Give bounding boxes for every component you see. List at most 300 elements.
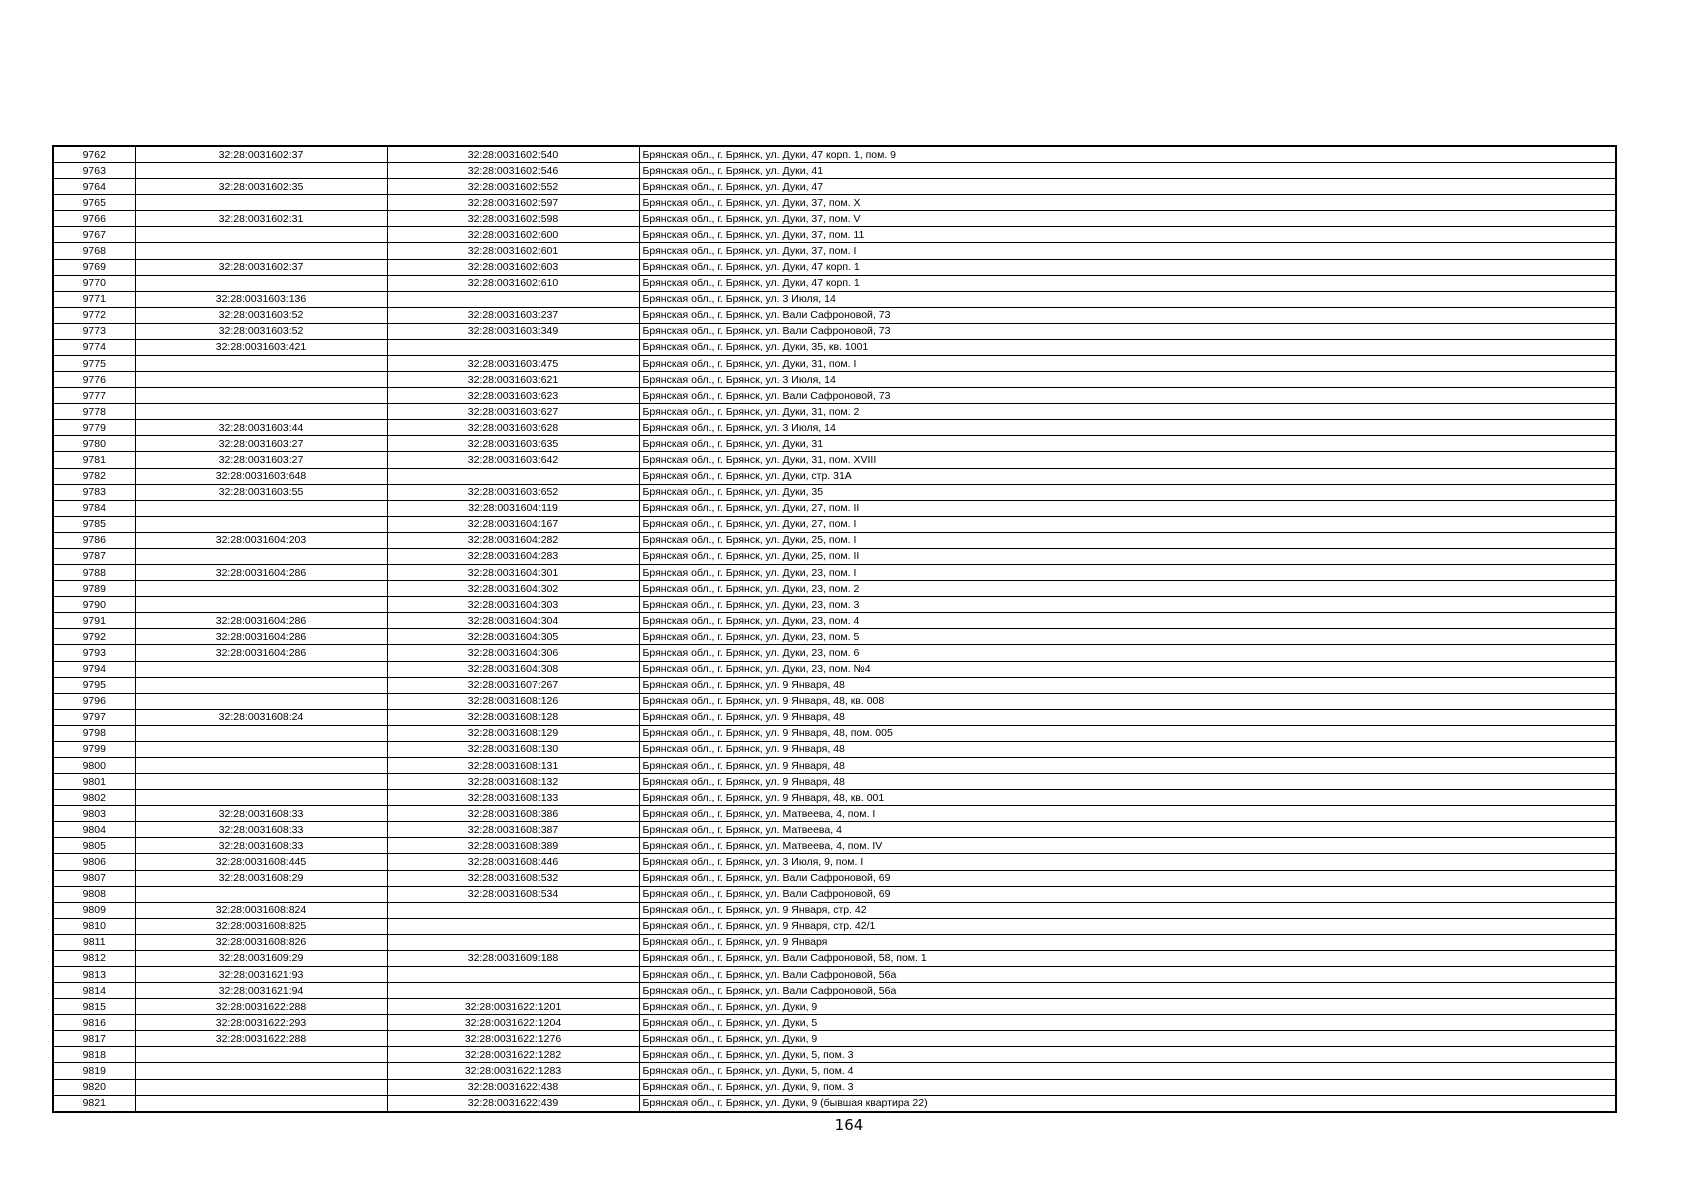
object-cadastral-number-cell: 32:28:0031603:349 [387, 323, 639, 339]
object-cadastral-number-cell: 32:28:0031603:621 [387, 372, 639, 388]
address-cell: Брянская обл., г. Брянск, ул. 9 Января, 48 [639, 709, 1616, 725]
row-number-cell: 9793 [53, 645, 135, 661]
address-cell: Брянская обл., г. Брянск, ул. Дуки, 31, пом. 2 [639, 404, 1616, 420]
object-cadastral-number-cell: 32:28:0031608:387 [387, 822, 639, 838]
address-cell: Брянская обл., г. Брянск, ул. Дуки, 23, пом. 2 [639, 581, 1616, 597]
land-plot-cadastral-number-cell: 32:28:0031603:52 [135, 307, 387, 323]
row-number-cell: 9776 [53, 372, 135, 388]
object-cadastral-number-cell: 32:28:0031604:303 [387, 597, 639, 613]
row-number-cell: 9765 [53, 195, 135, 211]
object-cadastral-number-cell: 32:28:0031603:627 [387, 404, 639, 420]
table-row [53, 339, 1616, 355]
row-number-cell: 9801 [53, 774, 135, 790]
table-row [53, 741, 1616, 757]
address-cell: Брянская обл., г. Брянск, ул. Матвеева, 4, пом. IV [639, 838, 1616, 854]
address-cell: Брянская обл., г. Брянск, ул. Дуки, 37, пом. V [639, 211, 1616, 227]
object-cadastral-number-cell: 32:28:0031602:598 [387, 211, 639, 227]
address-cell: Брянская обл., г. Брянск, ул. Дуки, 35, кв. 1001 [639, 339, 1616, 355]
object-cadastral-number-cell: 32:28:0031608:132 [387, 774, 639, 790]
land-plot-cadastral-number-cell [135, 790, 387, 806]
address-cell: Брянская обл., г. Брянск, ул. Дуки, 5, пом. 3 [639, 1047, 1616, 1063]
land-plot-cadastral-number-cell [135, 677, 387, 693]
address-cell: Брянская обл., г. Брянск, ул. Дуки, 5, пом. 4 [639, 1063, 1616, 1079]
land-plot-cadastral-number-cell: 32:28:0031622:288 [135, 1031, 387, 1047]
table-row [53, 934, 1616, 950]
land-plot-cadastral-number-cell [135, 774, 387, 790]
land-plot-cadastral-number-cell: 32:28:0031603:52 [135, 323, 387, 339]
address-cell: Брянская обл., г. Брянск, ул. Дуки, 47 [639, 179, 1616, 195]
address-cell: Брянская обл., г. Брянск, ул. Дуки, 9 (бывшая квартира 22) [639, 1095, 1616, 1112]
address-cell: Брянская обл., г. Брянск, ул. Дуки, 27, пом. II [639, 500, 1616, 516]
row-number-cell: 9762 [53, 146, 135, 163]
table-row [53, 500, 1616, 516]
object-cadastral-number-cell: 32:28:0031608:386 [387, 806, 639, 822]
object-cadastral-number-cell: 32:28:0031603:475 [387, 356, 639, 372]
object-cadastral-number-cell: 32:28:0031602:597 [387, 195, 639, 211]
register-table-body [53, 146, 1616, 1112]
row-number-cell: 9782 [53, 468, 135, 484]
object-cadastral-number-cell: 32:28:0031602:603 [387, 259, 639, 275]
address-cell: Брянская обл., г. Брянск, ул. Дуки, 23, пом. I [639, 565, 1616, 581]
table-row [53, 806, 1616, 822]
address-cell: Брянская обл., г. Брянск, ул. Вали Сафроновой, 73 [639, 388, 1616, 404]
land-plot-cadastral-number-cell: 32:28:0031621:94 [135, 983, 387, 999]
table-row [53, 613, 1616, 629]
row-number-cell: 9796 [53, 693, 135, 709]
address-cell: Брянская обл., г. Брянск, ул. Дуки, 23, пом. 4 [639, 613, 1616, 629]
land-plot-cadastral-number-cell: 32:28:0031608:33 [135, 806, 387, 822]
table-row [53, 999, 1616, 1015]
address-cell: Брянская обл., г. Брянск, ул. 9 Января, 48 [639, 741, 1616, 757]
table-row [53, 709, 1616, 725]
land-plot-cadastral-number-cell [135, 388, 387, 404]
table-row [53, 548, 1616, 564]
object-cadastral-number-cell: 32:28:0031608:532 [387, 870, 639, 886]
address-cell: Брянская обл., г. Брянск, ул. Вали Сафроновой, 69 [639, 870, 1616, 886]
row-number-cell: 9786 [53, 532, 135, 548]
row-number-cell: 9789 [53, 581, 135, 597]
land-plot-cadastral-number-cell: 32:28:0031608:824 [135, 902, 387, 918]
object-cadastral-number-cell: 32:28:0031602:540 [387, 146, 639, 163]
table-row [53, 790, 1616, 806]
address-cell: Брянская обл., г. Брянск, ул. Дуки, 31, пом. I [639, 356, 1616, 372]
object-cadastral-number-cell [387, 983, 639, 999]
object-cadastral-number-cell [387, 966, 639, 982]
row-number-cell: 9763 [53, 163, 135, 179]
object-cadastral-number-cell: 32:28:0031622:1283 [387, 1063, 639, 1079]
land-plot-cadastral-number-cell [135, 693, 387, 709]
object-cadastral-number-cell [387, 291, 639, 307]
table-row [53, 307, 1616, 323]
object-cadastral-number-cell: 32:28:0031604:304 [387, 613, 639, 629]
land-plot-cadastral-number-cell [135, 581, 387, 597]
land-plot-cadastral-number-cell [135, 741, 387, 757]
table-row [53, 774, 1616, 790]
table-row [53, 886, 1616, 902]
object-cadastral-number-cell [387, 902, 639, 918]
address-cell: Брянская обл., г. Брянск, ул. Дуки, 9, пом. 3 [639, 1079, 1616, 1095]
land-plot-cadastral-number-cell [135, 597, 387, 613]
row-number-cell: 9788 [53, 565, 135, 581]
land-plot-cadastral-number-cell [135, 356, 387, 372]
row-number-cell: 9814 [53, 983, 135, 999]
row-number-cell: 9819 [53, 1063, 135, 1079]
land-plot-cadastral-number-cell: 32:28:0031604:286 [135, 629, 387, 645]
row-number-cell: 9791 [53, 613, 135, 629]
object-cadastral-number-cell: 32:28:0031608:446 [387, 854, 639, 870]
address-cell: Брянская обл., г. Брянск, ул. 3 Июля, 9, пом. I [639, 854, 1616, 870]
row-number-cell: 9769 [53, 259, 135, 275]
table-row [53, 629, 1616, 645]
address-cell: Брянская обл., г. Брянск, ул. 9 Января, 48, кв. 008 [639, 693, 1616, 709]
row-number-cell: 9768 [53, 243, 135, 259]
address-cell: Брянская обл., г. Брянск, ул. 9 Января, стр. 42/1 [639, 918, 1616, 934]
object-cadastral-number-cell: 32:28:0031608:129 [387, 725, 639, 741]
object-cadastral-number-cell [387, 339, 639, 355]
land-plot-cadastral-number-cell [135, 1079, 387, 1095]
address-cell: Брянская обл., г. Брянск, ул. Дуки, 37, пом. 11 [639, 227, 1616, 243]
object-cadastral-number-cell: 32:28:0031604:301 [387, 565, 639, 581]
land-plot-cadastral-number-cell [135, 1063, 387, 1079]
table-row [53, 645, 1616, 661]
table-row [53, 323, 1616, 339]
object-cadastral-number-cell: 32:28:0031604:308 [387, 661, 639, 677]
row-number-cell: 9772 [53, 307, 135, 323]
row-number-cell: 9800 [53, 757, 135, 773]
land-plot-cadastral-number-cell: 32:28:0031604:286 [135, 613, 387, 629]
land-plot-cadastral-number-cell: 32:28:0031608:826 [135, 934, 387, 950]
table-row [53, 532, 1616, 548]
row-number-cell: 9803 [53, 806, 135, 822]
address-cell: Брянская обл., г. Брянск, ул. Дуки, 31, пом. XVIII [639, 452, 1616, 468]
table-row [53, 516, 1616, 532]
address-cell: Брянская обл., г. Брянск, ул. Дуки, 47 корп. 1 [639, 259, 1616, 275]
row-number-cell: 9811 [53, 934, 135, 950]
row-number-cell: 9815 [53, 999, 135, 1015]
land-plot-cadastral-number-cell: 32:28:0031608:29 [135, 870, 387, 886]
table-row [53, 1031, 1616, 1047]
address-cell: Брянская обл., г. Брянск, ул. 9 Января [639, 934, 1616, 950]
row-number-cell: 9798 [53, 725, 135, 741]
object-cadastral-number-cell: 32:28:0031602:601 [387, 243, 639, 259]
table-row [53, 757, 1616, 773]
row-number-cell: 9764 [53, 179, 135, 195]
row-number-cell: 9783 [53, 484, 135, 500]
table-row [53, 259, 1616, 275]
address-cell: Брянская обл., г. Брянск, ул. Дуки, 9 [639, 1031, 1616, 1047]
land-plot-cadastral-number-cell: 32:28:0031602:35 [135, 179, 387, 195]
object-cadastral-number-cell: 32:28:0031604:167 [387, 516, 639, 532]
row-number-cell: 9780 [53, 436, 135, 452]
table-row [53, 725, 1616, 741]
table-row [53, 581, 1616, 597]
address-cell: Брянская обл., г. Брянск, ул. 3 Июля, 14 [639, 291, 1616, 307]
table-row [53, 1095, 1616, 1112]
land-plot-cadastral-number-cell: 32:28:0031604:203 [135, 532, 387, 548]
land-plot-cadastral-number-cell [135, 725, 387, 741]
land-plot-cadastral-number-cell [135, 500, 387, 516]
land-plot-cadastral-number-cell: 32:28:0031603:44 [135, 420, 387, 436]
address-cell: Брянская обл., г. Брянск, ул. Дуки, 41 [639, 163, 1616, 179]
address-cell: Брянская обл., г. Брянск, ул. Вали Сафроновой, 73 [639, 307, 1616, 323]
object-cadastral-number-cell: 32:28:0031602:546 [387, 163, 639, 179]
table-row [53, 1079, 1616, 1095]
table-row [53, 484, 1616, 500]
object-cadastral-number-cell: 32:28:0031608:534 [387, 886, 639, 902]
address-cell: Брянская обл., г. Брянск, ул. Вали Сафроновой, 56а [639, 983, 1616, 999]
row-number-cell: 9794 [53, 661, 135, 677]
table-row [53, 950, 1616, 966]
land-plot-cadastral-number-cell [135, 1047, 387, 1063]
land-plot-cadastral-number-cell: 32:28:0031608:24 [135, 709, 387, 725]
row-number-cell: 9808 [53, 886, 135, 902]
row-number-cell: 9797 [53, 709, 135, 725]
table-row [53, 436, 1616, 452]
land-plot-cadastral-number-cell [135, 516, 387, 532]
address-cell: Брянская обл., г. Брянск, ул. Дуки, 31 [639, 436, 1616, 452]
row-number-cell: 9775 [53, 356, 135, 372]
table-row [53, 420, 1616, 436]
object-cadastral-number-cell: 32:28:0031608:389 [387, 838, 639, 854]
object-cadastral-number-cell: 32:28:0031603:635 [387, 436, 639, 452]
address-cell: Брянская обл., г. Брянск, ул. Дуки, 47 корп. 1, пом. 9 [639, 146, 1616, 163]
object-cadastral-number-cell: 32:28:0031602:610 [387, 275, 639, 291]
row-number-cell: 9784 [53, 500, 135, 516]
table-row [53, 468, 1616, 484]
land-plot-cadastral-number-cell: 32:28:0031608:33 [135, 822, 387, 838]
object-cadastral-number-cell: 32:28:0031603:237 [387, 307, 639, 323]
land-plot-cadastral-number-cell: 32:28:0031604:286 [135, 645, 387, 661]
object-cadastral-number-cell: 32:28:0031603:623 [387, 388, 639, 404]
row-number-cell: 9766 [53, 211, 135, 227]
table-row [53, 677, 1616, 693]
table-row [53, 163, 1616, 179]
object-cadastral-number-cell [387, 918, 639, 934]
address-cell: Брянская обл., г. Брянск, ул. Вали Сафроновой, 69 [639, 886, 1616, 902]
row-number-cell: 9805 [53, 838, 135, 854]
row-number-cell: 9818 [53, 1047, 135, 1063]
row-number-cell: 9795 [53, 677, 135, 693]
row-number-cell: 9773 [53, 323, 135, 339]
table-row [53, 211, 1616, 227]
address-cell: Брянская обл., г. Брянск, ул. Дуки, 23, пом. 6 [639, 645, 1616, 661]
register-table [52, 145, 1617, 1113]
land-plot-cadastral-number-cell: 32:28:0031622:288 [135, 999, 387, 1015]
land-plot-cadastral-number-cell: 32:28:0031609:29 [135, 950, 387, 966]
table-row [53, 179, 1616, 195]
table-row [53, 388, 1616, 404]
table-row [53, 1063, 1616, 1079]
address-cell: Брянская обл., г. Брянск, ул. Дуки, 23, пом. 5 [639, 629, 1616, 645]
object-cadastral-number-cell: 32:28:0031608:126 [387, 693, 639, 709]
land-plot-cadastral-number-cell [135, 661, 387, 677]
land-plot-cadastral-number-cell: 32:28:0031621:93 [135, 966, 387, 982]
table-row [53, 195, 1616, 211]
land-plot-cadastral-number-cell: 32:28:0031622:293 [135, 1015, 387, 1031]
land-plot-cadastral-number-cell: 32:28:0031603:27 [135, 436, 387, 452]
land-plot-cadastral-number-cell [135, 275, 387, 291]
object-cadastral-number-cell: 32:28:0031622:1201 [387, 999, 639, 1015]
address-cell: Брянская обл., г. Брянск, ул. 9 Января, 48, пом. 005 [639, 725, 1616, 741]
table-row [53, 822, 1616, 838]
land-plot-cadastral-number-cell: 32:28:0031608:33 [135, 838, 387, 854]
row-number-cell: 9787 [53, 548, 135, 564]
row-number-cell: 9812 [53, 950, 135, 966]
address-cell: Брянская обл., г. Брянск, ул. Матвеева, 4 [639, 822, 1616, 838]
row-number-cell: 9804 [53, 822, 135, 838]
land-plot-cadastral-number-cell: 32:28:0031608:445 [135, 854, 387, 870]
address-cell: Брянская обл., г. Брянск, ул. Дуки, 35 [639, 484, 1616, 500]
land-plot-cadastral-number-cell [135, 404, 387, 420]
address-cell: Брянская обл., г. Брянск, ул. Дуки, 25, пом. I [639, 532, 1616, 548]
address-cell: Брянская обл., г. Брянск, ул. Дуки, 23, пом. №4 [639, 661, 1616, 677]
table-row [53, 661, 1616, 677]
row-number-cell: 9777 [53, 388, 135, 404]
row-number-cell: 9821 [53, 1095, 135, 1112]
land-plot-cadastral-number-cell: 32:28:0031603:136 [135, 291, 387, 307]
address-cell: Брянская обл., г. Брянск, ул. 9 Января, 48 [639, 677, 1616, 693]
row-number-cell: 9809 [53, 902, 135, 918]
table-row [53, 854, 1616, 870]
table-row [53, 597, 1616, 613]
object-cadastral-number-cell [387, 468, 639, 484]
address-cell: Брянская обл., г. Брянск, ул. 3 Июля, 14 [639, 420, 1616, 436]
object-cadastral-number-cell: 32:28:0031622:1276 [387, 1031, 639, 1047]
row-number-cell: 9779 [53, 420, 135, 436]
land-plot-cadastral-number-cell [135, 757, 387, 773]
table-row [53, 372, 1616, 388]
address-cell: Брянская обл., г. Брянск, ул. Вали Сафроновой, 58, пом. 1 [639, 950, 1616, 966]
land-plot-cadastral-number-cell: 32:28:0031608:825 [135, 918, 387, 934]
object-cadastral-number-cell: 32:28:0031609:188 [387, 950, 639, 966]
row-number-cell: 9816 [53, 1015, 135, 1031]
row-number-cell: 9792 [53, 629, 135, 645]
table-row [53, 1047, 1616, 1063]
table-row [53, 291, 1616, 307]
object-cadastral-number-cell [387, 934, 639, 950]
table-row [53, 693, 1616, 709]
object-cadastral-number-cell: 32:28:0031608:130 [387, 741, 639, 757]
land-plot-cadastral-number-cell: 32:28:0031602:31 [135, 211, 387, 227]
land-plot-cadastral-number-cell [135, 227, 387, 243]
table-row [53, 966, 1616, 982]
object-cadastral-number-cell: 32:28:0031603:652 [387, 484, 639, 500]
row-number-cell: 9770 [53, 275, 135, 291]
land-plot-cadastral-number-cell [135, 163, 387, 179]
land-plot-cadastral-number-cell: 32:28:0031603:27 [135, 452, 387, 468]
row-number-cell: 9781 [53, 452, 135, 468]
row-number-cell: 9817 [53, 1031, 135, 1047]
address-cell: Брянская обл., г. Брянск, ул. Дуки, 25, пом. II [639, 548, 1616, 564]
row-number-cell: 9810 [53, 918, 135, 934]
row-number-cell: 9767 [53, 227, 135, 243]
object-cadastral-number-cell: 32:28:0031602:552 [387, 179, 639, 195]
object-cadastral-number-cell: 32:28:0031622:438 [387, 1079, 639, 1095]
row-number-cell: 9771 [53, 291, 135, 307]
page-number: 164 [834, 1116, 864, 1134]
address-cell: Брянская обл., г. Брянск, ул. 9 Января, 48, кв. 001 [639, 790, 1616, 806]
address-cell: Брянская обл., г. Брянск, ул. Дуки, 37, пом. I [639, 243, 1616, 259]
address-cell: Брянская обл., г. Брянск, ул. Дуки, 23, пом. 3 [639, 597, 1616, 613]
table-row [53, 902, 1616, 918]
land-plot-cadastral-number-cell: 32:28:0031603:421 [135, 339, 387, 355]
table-row [53, 356, 1616, 372]
address-cell: Брянская обл., г. Брянск, ул. Дуки, 27, пом. I [639, 516, 1616, 532]
row-number-cell: 9790 [53, 597, 135, 613]
table-row [53, 1015, 1616, 1031]
address-cell: Брянская обл., г. Брянск, ул. 9 Января, стр. 42 [639, 902, 1616, 918]
address-cell: Брянская обл., г. Брянск, ул. Вали Сафроновой, 73 [639, 323, 1616, 339]
land-plot-cadastral-number-cell: 32:28:0031603:55 [135, 484, 387, 500]
object-cadastral-number-cell: 32:28:0031604:283 [387, 548, 639, 564]
table-row [53, 404, 1616, 420]
address-cell: Брянская обл., г. Брянск, ул. 3 Июля, 14 [639, 372, 1616, 388]
row-number-cell: 9774 [53, 339, 135, 355]
land-plot-cadastral-number-cell [135, 372, 387, 388]
table-row [53, 565, 1616, 581]
land-plot-cadastral-number-cell: 32:28:0031602:37 [135, 259, 387, 275]
row-number-cell: 9807 [53, 870, 135, 886]
object-cadastral-number-cell: 32:28:0031604:305 [387, 629, 639, 645]
table-row [53, 918, 1616, 934]
row-number-cell: 9799 [53, 741, 135, 757]
address-cell: Брянская обл., г. Брянск, ул. Дуки, 47 корп. 1 [639, 275, 1616, 291]
land-plot-cadastral-number-cell: 32:28:0031604:286 [135, 565, 387, 581]
table-row [53, 227, 1616, 243]
row-number-cell: 9806 [53, 854, 135, 870]
address-cell: Брянская обл., г. Брянск, ул. Дуки, 37, пом. X [639, 195, 1616, 211]
address-cell: Брянская обл., г. Брянск, ул. Дуки, 5 [639, 1015, 1616, 1031]
table-row [53, 243, 1616, 259]
table-row [53, 452, 1616, 468]
row-number-cell: 9802 [53, 790, 135, 806]
land-plot-cadastral-number-cell: 32:28:0031602:37 [135, 146, 387, 163]
object-cadastral-number-cell: 32:28:0031604:119 [387, 500, 639, 516]
land-plot-cadastral-number-cell: 32:28:0031603:648 [135, 468, 387, 484]
land-plot-cadastral-number-cell [135, 243, 387, 259]
object-cadastral-number-cell: 32:28:0031608:128 [387, 709, 639, 725]
object-cadastral-number-cell: 32:28:0031603:642 [387, 452, 639, 468]
address-cell: Брянская обл., г. Брянск, ул. 9 Января, 48 [639, 774, 1616, 790]
row-number-cell: 9820 [53, 1079, 135, 1095]
table-row [53, 146, 1616, 163]
object-cadastral-number-cell: 32:28:0031622:1204 [387, 1015, 639, 1031]
object-cadastral-number-cell: 32:28:0031608:131 [387, 757, 639, 773]
object-cadastral-number-cell: 32:28:0031608:133 [387, 790, 639, 806]
table-row [53, 838, 1616, 854]
address-cell: Брянская обл., г. Брянск, ул. Матвеева, 4, пом. I [639, 806, 1616, 822]
row-number-cell: 9778 [53, 404, 135, 420]
object-cadastral-number-cell: 32:28:0031604:282 [387, 532, 639, 548]
land-plot-cadastral-number-cell [135, 886, 387, 902]
table-row [53, 983, 1616, 999]
land-plot-cadastral-number-cell [135, 548, 387, 564]
object-cadastral-number-cell: 32:28:0031604:302 [387, 581, 639, 597]
address-cell: Брянская обл., г. Брянск, ул. Вали Сафроновой, 56а [639, 966, 1616, 982]
table-row [53, 275, 1616, 291]
address-cell: Брянская обл., г. Брянск, ул. 9 Января, 48 [639, 757, 1616, 773]
table-row [53, 870, 1616, 886]
object-cadastral-number-cell: 32:28:0031607:267 [387, 677, 639, 693]
row-number-cell: 9785 [53, 516, 135, 532]
object-cadastral-number-cell: 32:28:0031602:600 [387, 227, 639, 243]
object-cadastral-number-cell: 32:28:0031603:628 [387, 420, 639, 436]
object-cadastral-number-cell: 32:28:0031622:439 [387, 1095, 639, 1112]
object-cadastral-number-cell: 32:28:0031604:306 [387, 645, 639, 661]
land-plot-cadastral-number-cell [135, 195, 387, 211]
address-cell: Брянская обл., г. Брянск, ул. Дуки, стр. 31А [639, 468, 1616, 484]
address-cell: Брянская обл., г. Брянск, ул. Дуки, 9 [639, 999, 1616, 1015]
